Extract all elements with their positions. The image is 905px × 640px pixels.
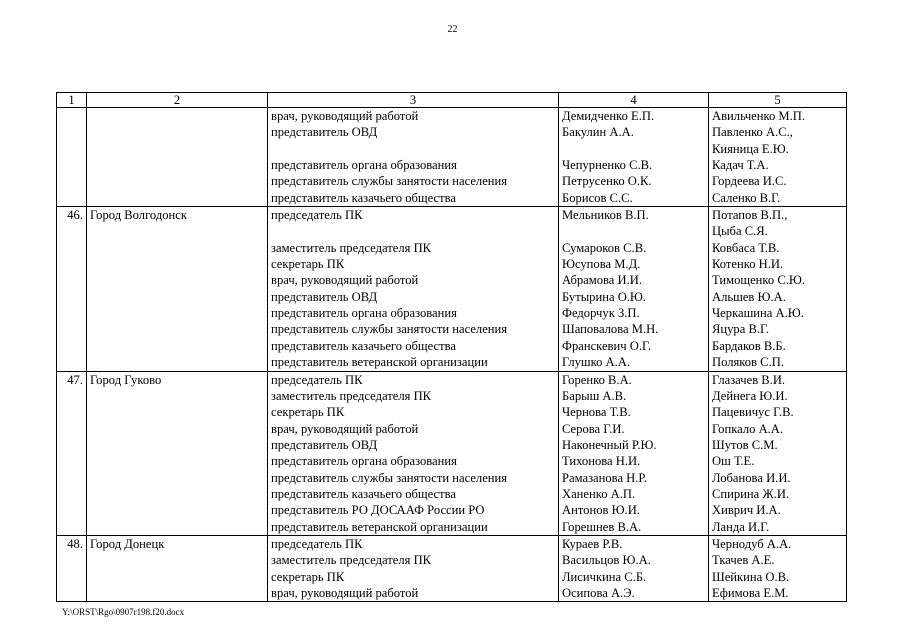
table-row: [57, 371, 847, 535]
role-text: секретарь ПК: [271, 569, 345, 584]
member-name: Бакулин А.А.: [562, 125, 634, 140]
role-cell: [268, 207, 559, 371]
header-row: [57, 93, 847, 108]
row-number-cell: 46.: [57, 207, 87, 371]
reserve-name: Ковбаса Т.В.: [712, 240, 780, 255]
member-name: Барыш А.В.: [562, 388, 627, 403]
reserve-name: Бардаков В.Б.: [712, 338, 786, 353]
reserve-name: Кадач Т.А.: [712, 158, 769, 173]
row-number-cell: 48.: [57, 535, 87, 601]
reserve-name: Саленко В.Г.: [712, 190, 781, 205]
role-text: представитель казачьего общества: [271, 486, 456, 501]
member-cell: [559, 535, 709, 601]
reserve-cell: [709, 371, 847, 535]
role-text: представитель ОВД: [271, 125, 378, 140]
member-name: Кураев Р.В.: [562, 536, 623, 551]
role-text: представитель службы занятости населения: [271, 174, 508, 189]
member-name: Демидченко Е.П.: [562, 109, 655, 123]
member-name: Юсупова М.Д.: [562, 257, 641, 272]
column-header: 3: [268, 93, 559, 108]
reserve-name: Ткачев А.Е.: [712, 553, 775, 568]
role-text: заместитель председателя ПК: [271, 388, 432, 403]
reserve-name: Шутов С.М.: [712, 437, 778, 452]
reserve-cell: [709, 108, 847, 207]
member-name: Франскевич О.Г.: [562, 338, 651, 353]
member-name: Борисов С.С.: [562, 190, 633, 205]
role-text: врач, руководящий работой: [271, 109, 419, 123]
role-text: председатель ПК: [271, 372, 363, 387]
role-text: представитель казачьего общества: [271, 338, 456, 353]
reserve-name: Альшев Ю.А.: [712, 289, 786, 304]
member-name: Рамазанова Н.Р.: [562, 470, 648, 485]
reserve-name: Гордеева И.С.: [712, 174, 787, 189]
column-header: 4: [559, 93, 709, 108]
reserve-name: Котенко Н.И.: [712, 257, 784, 272]
member-name: Федорчук З.П.: [562, 306, 640, 321]
reserve-name: Поляков С.П.: [712, 355, 784, 370]
role-text: представитель ОВД: [271, 289, 378, 304]
role-text: представитель службы занятости населения: [271, 322, 508, 337]
role-cell: [268, 535, 559, 601]
reserve-name: Чернодуб А.А.: [712, 536, 792, 551]
reserve-name: Авильченко М.П.: [712, 109, 806, 123]
reserve-name: Дейнега Ю.И.: [712, 388, 788, 403]
reserve-cell: [709, 207, 847, 371]
role-text: секретарь ПК: [271, 405, 345, 420]
role-text: врач, руководящий работой: [271, 421, 419, 436]
reserve-name: Лобанова И.И.: [712, 470, 791, 485]
member-name: Глушко А.А.: [562, 355, 631, 370]
member-name: Лисичкина С.Б.: [562, 569, 647, 584]
city-cell: Город Донецк: [87, 535, 268, 601]
city-cell: Город Волгодонск: [87, 207, 268, 371]
member-name: Шаповалова М.Н.: [562, 322, 659, 337]
member-name: Чепурненко С.В.: [562, 158, 653, 173]
table-row: [57, 535, 847, 601]
role-text: представитель ветеранской организации: [271, 355, 488, 370]
member-name: Ханенко А.П.: [562, 486, 636, 501]
reserve-cell: [709, 535, 847, 601]
role-text: представитель органа образования: [271, 158, 457, 173]
role-text: врач, руководящий работой: [271, 585, 419, 600]
role-text: представитель казачьего общества: [271, 190, 456, 205]
member-name: Горешнев В.А.: [562, 519, 642, 534]
reserve-name: Потапов В.П.,: [712, 208, 788, 223]
member-cell: [559, 207, 709, 371]
city-cell: Город Гуково: [87, 371, 268, 535]
member-name: Петрусенко О.К.: [562, 174, 652, 189]
member-name: Антонов Ю.И.: [562, 503, 640, 518]
reserve-name: Глазачев В.И.: [712, 372, 786, 387]
role-text: представитель ОВД: [271, 437, 378, 452]
role-text: председатель ПК: [271, 208, 363, 223]
role-cell: [268, 108, 559, 207]
role-text: врач, руководящий работой: [271, 273, 419, 288]
role-cell: [268, 371, 559, 535]
reserve-name: Спирина Ж.И.: [712, 486, 790, 501]
member-name: Васильцов Ю.А.: [562, 553, 651, 568]
member-name: Чернова Т.В.: [562, 405, 631, 420]
reserve-name: Пацевичус Г.В.: [712, 405, 794, 420]
role-text: председатель ПК: [271, 536, 363, 551]
table-row: [57, 207, 847, 371]
member-name: Абрамова И.И.: [562, 273, 643, 288]
row-number-cell: [57, 108, 87, 207]
page-number: 22: [447, 24, 458, 35]
city-cell: [87, 108, 268, 207]
reserve-name: Хиврич И.А.: [712, 503, 781, 518]
column-header: 2: [87, 93, 268, 108]
file-path-footer: Y:\ORST\Rgo\0907r198.f20.docx: [62, 607, 185, 617]
role-text: представитель органа образования: [271, 306, 457, 321]
reserve-name: Тимощенко С.Ю.: [712, 273, 805, 288]
member-name: Серова Г.И.: [562, 421, 625, 436]
member-cell: [559, 371, 709, 535]
role-text: представитель органа образования: [271, 454, 457, 469]
table-row: [57, 108, 847, 207]
role-text: заместитель председателя ПК: [271, 553, 432, 568]
role-text: представитель ветеранской организации: [271, 519, 488, 534]
role-text: заместитель председателя ПК: [271, 240, 432, 255]
member-name: Наконечный Р.Ю.: [562, 437, 657, 452]
commission-table: [56, 92, 847, 602]
reserve-name: Гопкало А.А.: [712, 421, 784, 436]
reserve-name: Ош Т.Е.: [712, 454, 755, 469]
member-name: Сумароков С.В.: [562, 240, 647, 255]
reserve-name: Павленко А.С.,: [712, 125, 793, 140]
member-name: Горенко В.А.: [562, 372, 632, 387]
role-text: секретарь ПК: [271, 257, 345, 272]
reserve-name: Шейкина О.В.: [712, 569, 790, 584]
reserve-name: Ефимова Е.М.: [712, 585, 789, 600]
reserve-name: Ланда И.Г.: [712, 519, 770, 534]
member-name: Осипова А.Э.: [562, 585, 635, 600]
role-text: представитель РО ДОСААФ России РО: [271, 503, 485, 518]
member-name: Бутырина О.Ю.: [562, 289, 647, 304]
reserve-name: Яцура В.Г.: [712, 322, 770, 337]
column-header: 5: [709, 93, 847, 108]
column-header: 1: [57, 93, 87, 108]
member-name: Мельников В.П.: [562, 208, 649, 223]
member-cell: [559, 108, 709, 207]
member-name: Тихонова Н.И.: [562, 454, 641, 469]
reserve-name: Цыба С.Я.: [712, 224, 768, 239]
row-number-cell: 47.: [57, 371, 87, 535]
reserve-name: Черкашина А.Ю.: [712, 306, 804, 321]
role-text: представитель службы занятости населения: [271, 470, 508, 485]
reserve-name: Кияница Е.Ю.: [712, 141, 789, 156]
